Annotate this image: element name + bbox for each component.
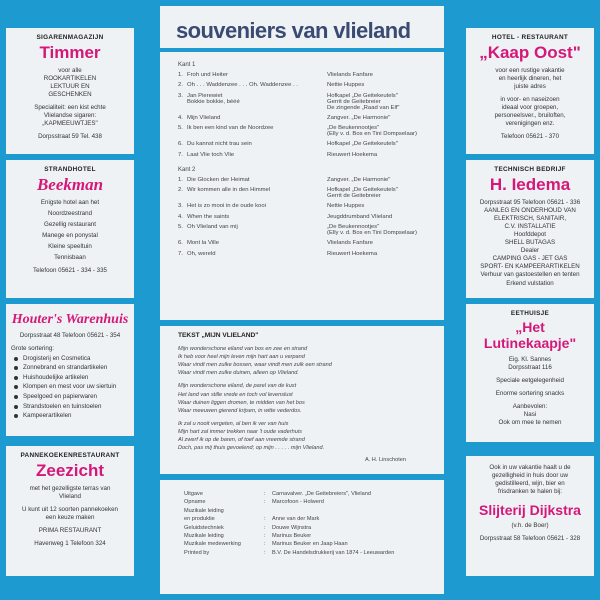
track-title: Laat Vlie toch Vlie <box>187 151 235 158</box>
ad-brand: H. Iedema <box>489 175 571 195</box>
track-number: 3. <box>178 92 183 99</box>
list-item: Zonnebrand en strandartikelen <box>13 364 129 372</box>
side-label: Kant 2 <box>178 166 196 173</box>
ad-line: Manege en ponystal <box>42 232 98 240</box>
track-artist: Zangver. „De Harmonie" <box>327 176 391 183</box>
list-item: Strandstoelen en tuinstoelen <box>13 403 129 411</box>
lyrics-author: A. H. Linschoten <box>364 457 406 464</box>
ad-iedema <box>466 160 594 298</box>
ad-line: Kleine speeltuin <box>48 243 92 251</box>
track-number: 1. <box>178 176 183 183</box>
ad-kicker: HOTEL - RESTAURANT <box>491 34 569 41</box>
track-row <box>178 224 436 236</box>
track-number: 4. <box>178 114 183 121</box>
ad-line: Specialiteit: een kist echte <box>34 104 106 112</box>
track-row <box>178 152 436 158</box>
ad-list <box>11 355 129 420</box>
ad-line: juiste adres <box>514 83 546 90</box>
ad-address: Dorpsstraat 48 Telefoon 05621 - 354 <box>19 332 121 340</box>
track-number: 2. <box>178 82 183 89</box>
ad-line: Noordzeestrand <box>47 209 93 217</box>
track-artist: Jeugddrumband Vlieland <box>327 213 393 220</box>
ad-line: AANLEG EN ONDERHOUD VAN <box>484 206 576 214</box>
track-title: Mont la Ville <box>187 240 219 247</box>
track-row <box>178 82 436 88</box>
lyrics-stanza: Mijn wonderschone eiland van bos en zee en strand Ik heb voor heel mijn leven mijn hart aan u verpand Waar vindt men zulke bossen, waar vindt men zulk een strand Waar vindt men zulke duinen, alleen op Vlieland. <box>178 346 332 377</box>
track-title: Mijn Vlieland <box>187 114 221 121</box>
track-number: 6. <box>178 141 183 148</box>
ad-line: Dealer <box>520 247 540 255</box>
credits-panel <box>160 480 444 594</box>
ad-slijterij <box>466 456 594 576</box>
ad-line: een keuze maken <box>45 514 95 522</box>
ad-line: Hoofddepot <box>514 231 546 239</box>
credit-row: Opname : Marcofoon - Holwerd <box>184 499 324 506</box>
track-title: Oh Vlieland van mij <box>187 223 238 230</box>
ad-address: Telefoon 05621 - 370 <box>500 133 560 141</box>
credit-row: Uitgave : Carnavalver. „De Geitebreiers", Vlieland <box>184 491 371 497</box>
ad-brand: Timmer <box>39 43 101 63</box>
track-number: 6. <box>178 240 183 247</box>
title-panel <box>160 6 444 48</box>
track-artist: „De Beukennootjes" (Elly v. d. Bos en Tini Dompselaar) <box>327 125 417 138</box>
ad-line: GESCHENKEN <box>48 91 92 99</box>
ad-line: Ook in uw vakantie haalt u de <box>489 464 571 471</box>
ad-line: gedistilleerd, wijn, bier en <box>495 480 565 488</box>
track-number: 5. <box>178 223 183 230</box>
ad-line: Enorme sortering snacks <box>495 389 565 397</box>
track-artist: Nettie Huppes <box>327 203 365 210</box>
ad-line: Aanbevolen: <box>512 402 548 410</box>
lyrics-stanza: Ik zal u nooit vergeten, al ben ik ver van huis Mijn hart zal immer trekken naar 't oude vaderhuis Al zwerf ik op de baren, of toef aan vreemde strand Doch, pas mij thuis gevoelend; op mijn . . . . . mijn Vlieland. <box>178 420 325 452</box>
credit-row: Printed by : B.V. De Handelsdrukkerij van 1874 - Leeuwarden <box>184 549 395 556</box>
track-number: 5. <box>178 125 183 132</box>
ad-address: Havenweg 1 Telefoon 324 <box>34 540 106 548</box>
ad-address: Dorpsstraat 59 Tel. 438 <box>38 133 102 141</box>
ad-line: SPORT- EN KAMPEERARTIKELEN <box>480 263 580 271</box>
track-number: 7. <box>178 151 183 158</box>
ad-line: Verhuur van gastoestellen en tenten <box>480 271 580 279</box>
ad-line: voor alle <box>58 66 82 74</box>
track-title: When the saints <box>187 213 230 220</box>
track-number: 3. <box>178 203 183 210</box>
ad-line: CAMPING GAS - JET GAS <box>492 255 568 263</box>
ad-kicker: STRANDHOTEL <box>44 166 96 173</box>
credit-row: Muzikale leiding <box>184 507 224 514</box>
ad-line: LEKTUUR EN <box>50 83 90 90</box>
track-title: Jan Pierewiet Bokkie bokkie, bééé <box>187 92 240 105</box>
ad-brand: Slijterij Dijkstra <box>479 502 581 519</box>
ad-kaap-oost <box>466 28 594 154</box>
ad-line: Dorpsstraat 95 Telefoon 05621 - 336 <box>479 198 581 206</box>
ad-timmer <box>6 28 134 154</box>
ad-kicker: EETHUISJE <box>510 310 550 317</box>
ad-line: Ook om mee te nemen <box>498 418 562 426</box>
track-title: Wir kommen alle in den Himmel <box>187 187 271 194</box>
ad-line: verenigingen enz. <box>505 120 555 128</box>
ad-address: Dorpsstraat 58 Telefoon 05621 - 328 <box>479 535 581 543</box>
ad-line: Dorpsstraat 116 <box>508 363 552 371</box>
ad-line: Erkend vulstation <box>506 279 554 287</box>
ad-line: Speciale eetgelegenheid <box>496 376 564 384</box>
ad-line: ELEKTRISCH, SANITAIR, <box>493 215 567 222</box>
tracklist <box>160 52 444 320</box>
track-artist: Hofkapel „De Geitekeutels" Gerrit de Geitebreier De zingende „Raad van Elf" <box>327 92 400 111</box>
ad-line: gezelligheid in huis door uw <box>491 472 569 480</box>
ad-lutinekaapje <box>466 304 594 442</box>
ad-line: C.V. INSTALLATIE <box>504 223 556 231</box>
ad-line: Eig. Kl. Sannes <box>508 355 552 363</box>
track-row <box>178 187 436 199</box>
ad-line: ROOKARTIKELEN <box>43 74 97 82</box>
ad-line: Vlielandse sigaren: <box>43 112 97 120</box>
list-item: Speelgoed en papierwaren <box>13 393 129 401</box>
ad-kicker: PANNEKOEKENRESTAURANT <box>20 452 120 459</box>
ad-line: voor een rustige vakantie <box>495 66 565 74</box>
ad-brand: Houter's Warenhuis <box>11 312 129 327</box>
ad-line: Tennisbaan <box>54 254 86 262</box>
ad-brand: Beekman <box>36 175 104 195</box>
ad-address: Telefoon 05621 - 334 - 335 <box>33 267 107 275</box>
ad-brand: „Het Lutinekaapje" <box>483 319 577 352</box>
track-artist: „De Beukennootjes" (Elly v. d. Bos en Tini Dompselaar) <box>327 223 417 236</box>
ad-line: Vlieland <box>58 492 82 500</box>
ad-line: ideaal voor groepen, <box>501 104 559 112</box>
ad-line: „KAPMEEUWTJES" <box>42 120 98 128</box>
ad-line: met het gezelligste terras van <box>29 484 111 492</box>
lyrics-stanza: Mijn wonderschone eiland, de parel van de kust Het land van stille vrede en toch vol levenslust Waar duinen liggen dromen, te midden van het bos Waar meeuwen gierend krijsen, in witte vederdos. <box>178 383 305 414</box>
list-item: Huishoudelijke artikelen <box>13 374 129 382</box>
ad-line: Enigste hotel aan het <box>40 198 100 206</box>
track-artist: Rieuwert Hoekema <box>327 250 378 257</box>
track-row <box>178 72 436 78</box>
track-title: Oh . . . Waddenzee . . . Oh. Waddenzee . . <box>187 82 298 89</box>
album-title: souveniers van vlieland <box>176 18 411 43</box>
track-artist: Nettie Huppes <box>327 82 365 89</box>
track-number: 2. <box>178 187 183 194</box>
lyrics-panel <box>160 326 444 474</box>
credit-row: Muzikale medewerking : Marinus Beuker en Jaap Haan <box>184 541 348 548</box>
credit-row: Geluidstechniek : Douwe Wijnstra <box>184 524 312 531</box>
track-title: Die Glocken der Heimat <box>187 176 250 183</box>
track-row <box>178 214 436 220</box>
track-row <box>178 93 436 111</box>
track-title: Froh und Heiter <box>187 72 228 78</box>
list-item: Kampeerartikelen <box>13 412 129 420</box>
ad-line: en heerlijk dineren, het <box>498 74 562 82</box>
ad-houter <box>6 304 134 436</box>
track-title: Du kannst nicht trau sein <box>187 141 252 148</box>
track-artist: Hofkapel „De Geitekeutels" Gerrit de Geitebreier <box>327 187 398 200</box>
track-number: 4. <box>178 213 183 220</box>
ad-line: (v.h. de Boer) <box>511 522 549 530</box>
track-number: 7. <box>178 250 183 257</box>
track-row <box>178 115 436 121</box>
ad-beekman <box>6 160 134 298</box>
ad-line: frisdranken te halen bij: <box>498 488 562 496</box>
track-artist: Vlielands Fanfare <box>327 240 373 247</box>
track-row <box>178 141 436 147</box>
track-artist: Hofkapel „De Geitekeutels" <box>327 141 398 148</box>
list-item: Drogisterij en Cosmetica <box>13 355 129 363</box>
ad-kicker: SIGARENMAGAZIJN <box>36 34 104 41</box>
track-row <box>178 125 436 137</box>
ad-line: Gezellig restaurant <box>44 221 96 228</box>
ad-brand: „Kaap Oost" <box>479 43 581 63</box>
track-row <box>178 240 436 246</box>
ad-line: SHELL BUTAGAS <box>504 239 556 247</box>
side-label: Kant 1 <box>178 62 196 68</box>
track-row <box>178 251 436 257</box>
track-artist: Zangver. „De Harmonie" <box>327 114 391 121</box>
ad-line: in voor- en naseizoen <box>500 96 560 104</box>
track-row <box>178 203 436 209</box>
ad-line: PRIMA RESTAURANT <box>38 527 102 535</box>
ad-line: Grote sortering: <box>11 345 54 353</box>
list-item: Klompen en mest voor uw siertuin <box>13 383 129 391</box>
track-title: Ik ben een kind van de Noordzee <box>187 125 274 132</box>
ad-kicker: TECHNISCH BEDRIJF <box>494 166 566 173</box>
credit-row: Muzikale leiding : Marinus Beuker <box>184 532 312 539</box>
ad-brand: Zeezicht <box>35 461 105 481</box>
ad-line: Nasi <box>523 410 537 418</box>
credit-row: en produktie : Anne van der Mark <box>184 516 320 523</box>
center-column <box>160 0 444 600</box>
track-title: Het is zo mooi in de oude kooi <box>187 203 266 210</box>
ad-zeezicht <box>6 446 134 576</box>
track-artist: Rieuwert Hoekema <box>327 151 378 158</box>
ad-line: personeelsver., bruiloften, <box>494 112 566 120</box>
lyrics-heading: TEKST „MIJN VLIELAND" <box>178 332 259 339</box>
track-number: 1. <box>178 72 183 78</box>
track-row <box>178 177 436 183</box>
track-title: Oh, wereld <box>187 250 216 257</box>
track-artist: Vlielands Fanfare <box>327 72 373 78</box>
ad-line: U kunt uit 12 soorten pannekoeken <box>22 506 118 513</box>
